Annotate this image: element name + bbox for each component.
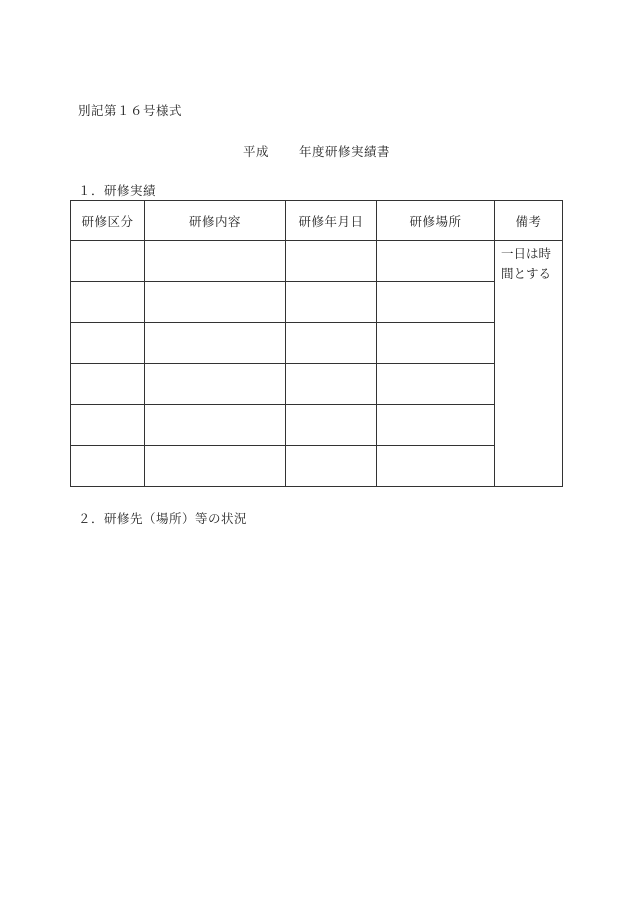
cell-training-location bbox=[377, 364, 495, 405]
table-row bbox=[71, 446, 563, 487]
table-row bbox=[71, 282, 563, 323]
cell-training-date bbox=[286, 241, 377, 282]
header-training-date: 研修年月日 bbox=[286, 201, 377, 241]
table-row bbox=[71, 405, 563, 446]
header-training-location: 研修場所 bbox=[377, 201, 495, 241]
title-text: 年度研修実績書 bbox=[299, 144, 391, 159]
cell-training-category bbox=[71, 446, 145, 487]
cell-training-content bbox=[145, 446, 286, 487]
table-header-row bbox=[71, 201, 563, 241]
cell-training-date bbox=[286, 405, 377, 446]
cell-training-content bbox=[145, 405, 286, 446]
cell-training-category bbox=[71, 241, 145, 282]
cell-training-date bbox=[286, 446, 377, 487]
cell-training-content bbox=[145, 364, 286, 405]
cell-training-category bbox=[71, 405, 145, 446]
cell-training-location bbox=[377, 446, 495, 487]
title-era: 平成 bbox=[243, 144, 270, 159]
cell-training-category bbox=[71, 282, 145, 323]
form-number: 別記第１６号様式 bbox=[78, 103, 183, 118]
cell-training-date bbox=[286, 282, 377, 323]
cell-training-category bbox=[71, 364, 145, 405]
header-training-content: 研修内容 bbox=[145, 201, 286, 241]
section-heading-training-destination: ２．研修先（場所）等の状況 bbox=[78, 511, 248, 526]
header-remarks: 備考 bbox=[495, 201, 563, 241]
cell-training-date bbox=[286, 364, 377, 405]
cell-training-location bbox=[377, 405, 495, 446]
cell-training-content bbox=[145, 282, 286, 323]
cell-training-category bbox=[71, 323, 145, 364]
header-training-category: 研修区分 bbox=[71, 201, 145, 241]
section-heading-training-record: １．研修実績 bbox=[78, 183, 157, 198]
cell-training-location bbox=[377, 282, 495, 323]
remarks-cell: 一日は時間とする bbox=[495, 241, 563, 487]
training-record-table bbox=[70, 200, 563, 487]
table-row bbox=[71, 241, 563, 282]
cell-training-content bbox=[145, 323, 286, 364]
cell-training-location bbox=[377, 323, 495, 364]
cell-training-content bbox=[145, 241, 286, 282]
table-row bbox=[71, 323, 563, 364]
cell-training-location bbox=[377, 241, 495, 282]
cell-training-date bbox=[286, 323, 377, 364]
document-title bbox=[243, 142, 390, 160]
table-row bbox=[71, 364, 563, 405]
